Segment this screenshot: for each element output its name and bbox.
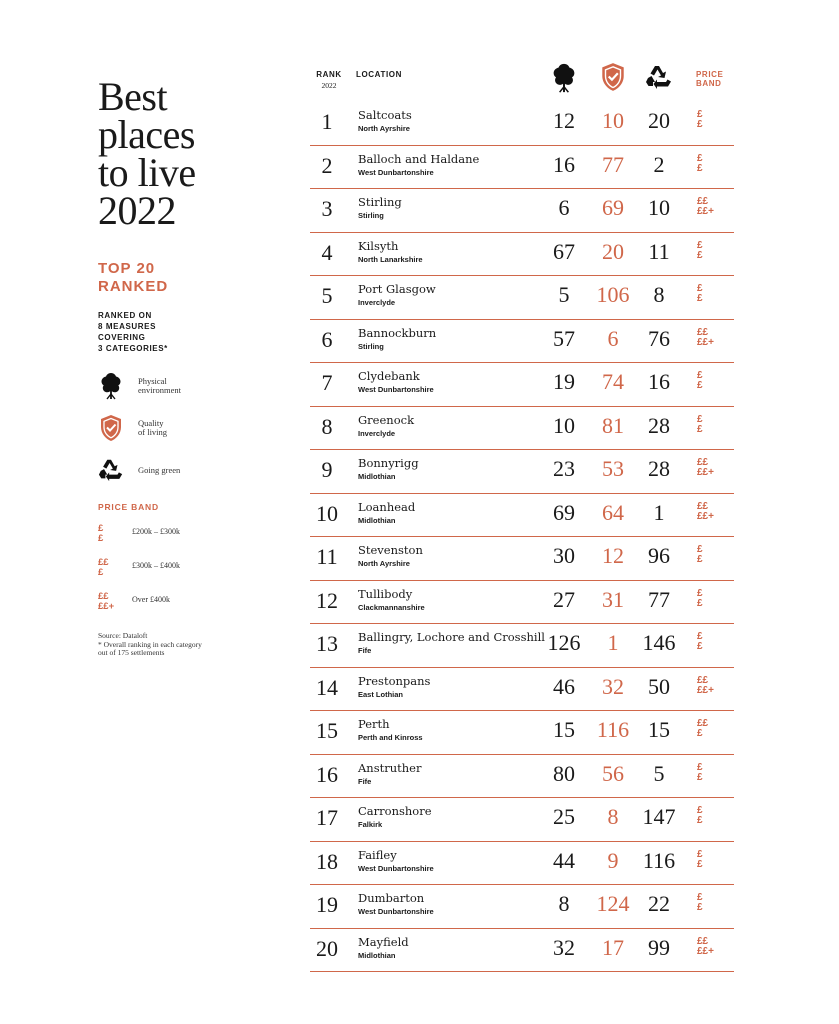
header-tree-icon	[550, 62, 578, 94]
table-row	[310, 320, 734, 364]
going-green-score: 28	[648, 456, 670, 481]
rank-cell: 20	[316, 935, 338, 961]
price-band-symbol: £	[697, 631, 703, 642]
going-green-score: 5	[653, 760, 665, 786]
price-band-symbol: £	[697, 815, 703, 826]
location-name: Saltcoats	[358, 108, 412, 122]
location-county: West Dunbartonshire	[358, 863, 434, 873]
table-row	[310, 929, 734, 973]
rank-cell: 9	[321, 457, 333, 482]
price-band-symbol: £	[697, 805, 703, 816]
table-row	[310, 624, 734, 668]
quality-of-living-score: 12	[602, 543, 624, 568]
table-row	[310, 276, 734, 320]
price-band-symbol: ££	[697, 196, 709, 207]
measures-line: RANKED ON	[98, 311, 152, 320]
location-county: West Dunbartonshire	[358, 907, 434, 916]
price-band-symbol: £	[697, 119, 703, 130]
quality-of-living-score: 32	[602, 673, 624, 699]
table-row	[310, 668, 734, 712]
price-band-cell	[697, 502, 714, 522]
location-name: Port Glasgow	[358, 282, 436, 296]
legend-item-quality	[98, 408, 278, 448]
location-county: North Ayrshire	[358, 124, 410, 133]
going-green-score: 76	[648, 325, 670, 351]
subtitle	[98, 260, 278, 296]
going-green-score: 22	[648, 891, 670, 916]
location-name: Stevenston	[358, 543, 423, 557]
table-row	[310, 189, 734, 233]
table-row	[310, 363, 734, 407]
price-band-item	[98, 558, 278, 580]
price-band-cell	[697, 763, 703, 783]
location-county: North Ayrshire	[358, 559, 410, 568]
source-line: Source: Dataloft	[98, 631, 148, 640]
table-row	[310, 407, 734, 451]
price-band-symbol: ££	[697, 674, 709, 686]
sidebar	[98, 74, 278, 658]
physical-environment-score: 69	[553, 499, 575, 525]
physical-environment-score: 15	[553, 717, 575, 742]
price-band-label: £200k – £300k	[132, 527, 180, 536]
source-line: * Overall ranking in each category	[98, 639, 202, 649]
legend-label: of living	[138, 427, 168, 437]
table-row	[310, 146, 734, 190]
rank-cell: 3	[321, 196, 333, 221]
going-green-score: 16	[648, 369, 670, 394]
source-line: out of 175 settlements	[98, 648, 165, 657]
table-row	[310, 102, 734, 146]
ranking-table	[310, 66, 734, 972]
quality-of-living-score: 116	[596, 717, 630, 742]
location-name: Loanhead	[358, 499, 416, 514]
quality-of-living-score: 77	[602, 151, 624, 177]
price-band-symbol: ££+	[697, 206, 714, 217]
location-county: Inverclyde	[358, 298, 396, 307]
table-row	[310, 537, 734, 581]
table-row	[310, 581, 734, 625]
price-band-symbol: ££ £	[98, 557, 109, 578]
location-county: Stirling	[358, 341, 384, 351]
price-band-symbol: £	[697, 152, 703, 164]
tree-icon	[98, 371, 124, 401]
location-name: Anstruther	[358, 760, 422, 775]
going-green-score: 15	[648, 717, 670, 742]
location-county: Clackmannanshire	[358, 602, 425, 612]
physical-environment-score: 27	[553, 586, 575, 612]
rank-cell: 5	[321, 283, 333, 308]
location-county: Perth and Kinross	[358, 733, 423, 742]
category-legend	[98, 366, 278, 490]
physical-environment-score: 126	[547, 630, 581, 655]
price-band-symbol: £	[697, 848, 703, 860]
header-price-band: PRICE BAND	[696, 70, 724, 88]
going-green-score: 8	[653, 282, 665, 307]
going-green-score: 10	[648, 195, 670, 220]
price-band-cell	[697, 719, 708, 739]
table-row	[310, 450, 734, 494]
price-band-symbol: £	[697, 413, 703, 425]
location-name: Mayfield	[358, 934, 409, 949]
physical-environment-score: 16	[553, 151, 575, 177]
page-title	[98, 74, 278, 233]
table-header	[310, 66, 734, 102]
price-band-symbol: ££	[697, 500, 709, 512]
location-county: Falkirk	[358, 820, 383, 829]
price-band-symbol: ££	[697, 935, 709, 947]
header-year: 2022	[321, 81, 337, 90]
quality-of-living-score: 56	[602, 760, 624, 786]
rank-cell: 15	[316, 718, 338, 743]
price-band-symbol: £	[697, 423, 703, 435]
rank-cell: 11	[316, 544, 338, 569]
going-green-score: 96	[648, 543, 670, 568]
price-band-cell	[697, 110, 703, 130]
location-county: Midlothian	[358, 950, 396, 960]
title-line: places	[98, 112, 195, 157]
location-name: Perth	[358, 717, 390, 731]
source-note	[98, 632, 278, 658]
location-county: West Dunbartonshire	[358, 167, 434, 177]
quality-of-living-score: 1	[607, 630, 619, 655]
physical-environment-score: 44	[553, 847, 575, 873]
price-band-cell	[697, 415, 703, 435]
rank-cell: 6	[321, 326, 333, 352]
price-band-symbol: £	[697, 892, 703, 903]
quality-of-living-score: 124	[596, 891, 630, 916]
location-name: Kilsyth	[358, 238, 399, 253]
price-band-cell	[697, 632, 703, 652]
price-band-symbol: £	[697, 554, 703, 565]
price-band-cell	[697, 893, 703, 913]
going-green-score: 20	[648, 108, 670, 133]
physical-environment-score: 8	[558, 891, 570, 916]
going-green-score: 2	[653, 151, 665, 177]
quality-of-living-score: 9	[607, 847, 619, 873]
price-band-cell	[697, 241, 703, 261]
rank-cell: 12	[316, 587, 338, 613]
table-row	[310, 711, 734, 755]
rank-cell: 17	[316, 805, 338, 830]
rank-cell: 14	[316, 674, 338, 700]
location-name: Prestonpans	[358, 673, 431, 688]
rank-cell: 8	[321, 413, 333, 439]
location-name: Ballingry, Lochore and Crosshill	[358, 630, 545, 644]
location-name: Tullibody	[358, 586, 413, 601]
location-name: Balloch and Haldane	[358, 151, 480, 166]
quality-of-living-score: 53	[602, 456, 624, 481]
shield-check-icon	[98, 413, 124, 443]
rank-cell: 13	[316, 631, 338, 656]
price-band-symbol: £	[697, 249, 703, 261]
physical-environment-score: 19	[553, 369, 575, 394]
location-name: Bannockburn	[358, 325, 437, 340]
price-band-cell	[697, 197, 714, 217]
physical-environment-score: 12	[553, 108, 575, 133]
legend-item-environment	[98, 366, 278, 406]
legend-label: Going green	[138, 464, 181, 475]
quality-of-living-score: 6	[607, 325, 619, 351]
legend-label: Quality	[138, 418, 164, 428]
price-band-symbol: ££+	[697, 467, 714, 478]
table-body	[310, 102, 734, 972]
price-band-cell	[697, 850, 703, 870]
price-band-symbol: £	[697, 858, 703, 870]
recycle-icon	[98, 455, 124, 485]
location-county: Midlothian	[358, 515, 396, 525]
location-county: West Dunbartonshire	[358, 385, 434, 394]
location-name: Faifley	[358, 847, 397, 862]
rank-cell: 4	[321, 239, 333, 265]
physical-environment-score: 5	[558, 282, 570, 307]
title-line: 2022	[98, 188, 176, 233]
physical-environment-score: 23	[553, 456, 575, 481]
price-band-symbol: ££+	[697, 945, 714, 957]
quality-of-living-score: 10	[602, 108, 624, 133]
physical-environment-score: 80	[553, 760, 575, 786]
physical-environment-score: 32	[553, 934, 575, 960]
price-band-symbol: £	[697, 902, 703, 913]
quality-of-living-score: 20	[602, 238, 624, 264]
price-band-cell	[697, 328, 714, 348]
quality-of-living-score: 81	[602, 412, 624, 438]
going-green-score: 28	[648, 412, 670, 438]
location-county: Inverclyde	[358, 428, 396, 438]
price-band-symbol: £	[697, 109, 703, 120]
table-row	[310, 494, 734, 538]
quality-of-living-score: 17	[602, 934, 624, 960]
price-band-symbol: £	[697, 239, 703, 251]
quality-of-living-score: 69	[602, 195, 624, 220]
table-row	[310, 755, 734, 799]
price-band-cell	[697, 589, 703, 609]
location-county: Fife	[358, 776, 372, 786]
table-row	[310, 842, 734, 886]
rank-cell: 18	[316, 848, 338, 874]
rank-cell: 16	[316, 761, 338, 787]
price-band-cell	[697, 676, 714, 696]
legend-label: Physical	[138, 376, 167, 386]
price-band-item	[98, 592, 278, 614]
table-row	[310, 233, 734, 277]
table-row	[310, 885, 734, 929]
legend-label: environment	[138, 385, 181, 395]
header-rank: RANK	[316, 70, 342, 79]
price-band-symbol: ££+	[697, 336, 714, 348]
title-line: to live	[98, 150, 196, 195]
physical-environment-score: 6	[558, 195, 570, 220]
going-green-score: 1	[653, 499, 665, 525]
price-band-symbol: £	[697, 728, 703, 739]
location-county: Midlothian	[358, 472, 396, 481]
price-band-cell	[697, 371, 703, 391]
price-band-symbol: £	[697, 370, 703, 381]
price-band-symbol: ££+	[697, 510, 714, 522]
rank-cell: 7	[321, 370, 333, 395]
rank-cell: 2	[321, 152, 333, 178]
title-line: Best	[98, 74, 168, 119]
going-green-score: 146	[642, 630, 676, 655]
price-band-symbol: £	[697, 641, 703, 652]
rank-cell: 19	[316, 892, 338, 917]
location-county: North Lanarkshire	[358, 254, 423, 264]
location-name: Dumbarton	[358, 891, 425, 905]
physical-environment-score: 30	[553, 543, 575, 568]
measures-line: COVERING	[98, 333, 146, 342]
price-band-symbol: ££+	[697, 684, 714, 696]
measures-note	[98, 310, 278, 354]
price-band-cell	[697, 806, 703, 826]
price-band-cell	[697, 458, 714, 478]
physical-environment-score: 67	[553, 238, 575, 264]
header-location: LOCATION	[356, 70, 402, 79]
location-name: Greenock	[358, 412, 415, 427]
going-green-score: 50	[648, 673, 670, 699]
header-recycle-icon	[644, 64, 674, 90]
location-name: Bonnyrigg	[358, 456, 419, 470]
quality-of-living-score: 64	[602, 499, 624, 525]
header-shield-check-icon	[598, 62, 628, 92]
location-name: Carronshore	[358, 804, 432, 818]
table-row	[310, 798, 734, 842]
subtitle-line: TOP 20	[98, 260, 156, 277]
price-band-symbol: ££	[697, 326, 709, 338]
quality-of-living-score: 74	[602, 369, 624, 394]
price-band-symbol: £	[697, 544, 703, 555]
price-band-symbol: £	[697, 293, 703, 304]
measures-line: 8 MEASURES	[98, 322, 157, 331]
physical-environment-score: 25	[553, 804, 575, 829]
location-name: Stirling	[358, 195, 402, 209]
price-band-cell	[697, 154, 703, 174]
price-band-cell	[697, 545, 703, 565]
location-name: Clydebank	[358, 369, 420, 383]
quality-of-living-score: 31	[602, 586, 624, 612]
going-green-score: 77	[648, 586, 670, 612]
quality-of-living-score: 8	[607, 804, 619, 829]
location-county: Fife	[358, 646, 372, 655]
rank-cell: 1	[321, 109, 333, 134]
physical-environment-score: 57	[553, 325, 575, 351]
price-band-symbol: £	[697, 597, 703, 609]
quality-of-living-score: 106	[596, 282, 630, 307]
going-green-score: 99	[648, 934, 670, 960]
price-band-symbol: ££	[697, 718, 709, 729]
price-band-symbol: £	[697, 380, 703, 391]
going-green-score: 147	[642, 804, 676, 829]
subtitle-line: RANKED	[98, 278, 169, 295]
price-band-label: Over £400k	[132, 595, 170, 604]
going-green-score: 116	[642, 847, 676, 873]
price-band-item	[98, 524, 278, 546]
price-band-symbol: £	[697, 771, 703, 783]
price-band-symbol: £	[697, 587, 703, 599]
price-band-heading: PRICE BAND	[98, 502, 159, 512]
legend-item-green	[98, 450, 278, 490]
price-band-cell	[697, 284, 703, 304]
going-green-score: 11	[648, 238, 670, 264]
measures-line: 3 CATEGORIES*	[98, 344, 168, 353]
rank-cell: 10	[316, 500, 338, 526]
physical-environment-score: 10	[553, 412, 575, 438]
physical-environment-score: 46	[553, 673, 575, 699]
price-band-symbol: £ £	[98, 523, 104, 544]
price-band-cell	[697, 937, 714, 957]
price-band-symbol: £	[697, 761, 703, 773]
price-band-label: £300k – £400k	[132, 561, 180, 570]
location-county: Stirling	[358, 211, 384, 220]
price-band-symbol: £	[697, 283, 703, 294]
price-band-symbol: ££	[697, 457, 709, 468]
price-band-symbol: £	[697, 162, 703, 174]
price-band-symbol: ££ ££+	[98, 591, 115, 612]
location-county: East Lothian	[358, 689, 404, 699]
